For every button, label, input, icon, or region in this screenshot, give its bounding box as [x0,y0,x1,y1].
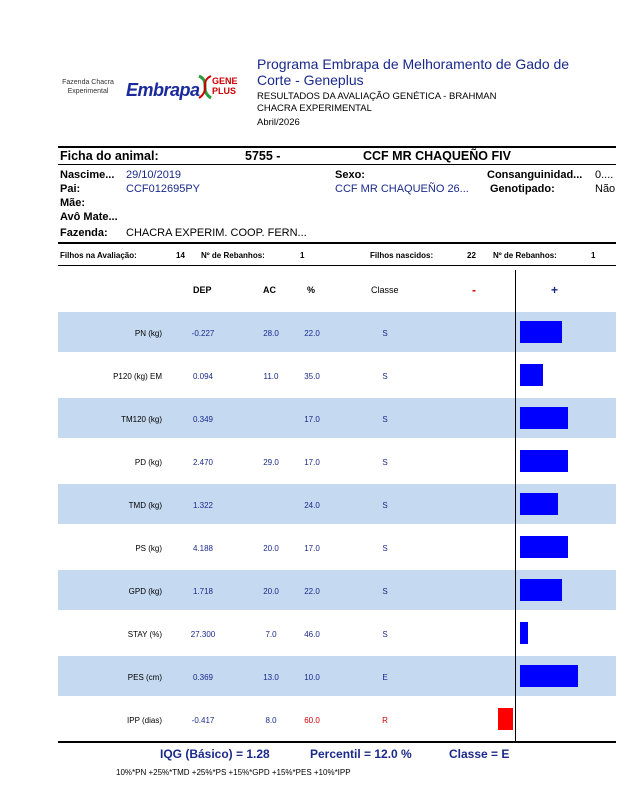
geneplus-logo [196,74,246,100]
trait-ac: 13.0 [263,673,279,682]
trait-classe: S [382,372,388,381]
trait-ac: 7.0 [265,630,277,639]
rebanhos-value-1: 1 [300,251,305,260]
trait-bar [520,579,562,601]
consanguinidade-label: Consanguinidad... [487,169,583,181]
trait-classe: S [382,415,388,424]
rebanhos-label-1: Nº de Rebanhos: [201,251,265,260]
trait-bar [520,321,562,343]
pai-name: CCF MR CHAQUEÑO 26... [335,183,469,195]
col-plus: + [551,283,559,297]
trait-pct: 46.0 [304,630,320,639]
trait-pct: 60.0 [304,716,320,725]
trait-dep: 0.369 [192,673,214,682]
trait-classe: S [382,630,388,639]
trait-dep: -0.227 [191,329,215,338]
trait-classe: S [382,458,388,467]
trait-name: PS (kg) [135,544,162,553]
trait-bar [520,622,528,644]
animal-name: CCF MR CHAQUEÑO FIV [363,149,511,163]
trait-dep: 0.094 [192,372,214,381]
percentil-value: Percentil = 12.0 % [310,747,412,761]
sexo-label: Sexo: [335,169,365,181]
genotipado-label: Genotipado: [490,183,555,195]
filhos-nascidos-value: 22 [467,251,476,260]
pai-label: Pai: [60,183,81,195]
summary-top-divider [58,242,616,244]
mae-label: Mãe: [60,197,86,209]
farm-logo: Fazenda Chacra Experimental [62,79,114,95]
trait-name: PD (kg) [134,458,162,467]
report-date: Abril/2026 [257,117,300,128]
filhos-avaliacao-value: 14 [176,251,185,260]
ficha-divider [58,164,616,165]
col-classe: Classe [371,285,399,295]
trait-name: IPP (dias) [127,716,162,725]
trait-ac: 20.0 [263,544,279,553]
rebanhos-value-2: 1 [591,251,596,260]
trait-dep: 4.188 [192,544,214,553]
trait-name: P120 (kg) EM [113,372,162,381]
trait-name: TM120 (kg) [121,415,162,424]
trait-pct: 35.0 [304,372,320,381]
nascimento-value: 29/10/2019 [126,169,182,181]
report-subtitle: RESULTADOS DA AVALIAÇÃO GENÉTICA - BRAHMAN [257,91,497,102]
trait-ac: 28.0 [263,329,279,338]
trait-bar [498,708,513,730]
bar-axis [515,270,516,742]
trait-dep: 0.349 [192,415,214,424]
trait-dep: 1.322 [192,501,214,510]
filhos-avaliacao-label: Filhos na Avaliação: [60,251,137,260]
trait-bar [520,364,543,386]
trait-pct: 17.0 [304,544,320,553]
avo-materno-label: Avô Mate... [60,211,118,223]
trait-pct: 17.0 [304,415,320,424]
trait-classe: R [382,716,388,725]
fazenda-label: Fazenda: [60,227,108,239]
trait-classe: S [382,501,388,510]
ficha-label: Ficha do animal: [60,149,159,163]
trait-ac: 20.0 [263,587,279,596]
filhos-nascidos-label: Filhos nascidos: [370,251,434,260]
trait-classe: E [382,673,388,682]
trait-pct: 10.0 [304,673,320,682]
consanguinidade-value: 0.... [595,169,614,181]
trait-bar [520,493,558,515]
trait-dep: 2.470 [192,458,214,467]
trait-pct: 17.0 [304,458,320,467]
trait-dep: -0.417 [191,716,215,725]
col-dep: DEP [193,285,212,295]
trait-name: PES (cm) [127,673,162,682]
summary-bottom-divider [58,265,616,266]
trait-ac: 8.0 [265,716,277,725]
trait-bar [520,450,568,472]
col-pct: % [307,285,316,295]
trait-bar [520,536,568,558]
farm-name-header: CHACRA EXPERIMENTAL [257,103,372,114]
trait-name: STAY (%) [127,630,162,639]
trait-pct: 24.0 [304,501,320,510]
iqg-value: IQG (Básico) = 1.28 [160,747,270,761]
rebanhos-label-2: Nº de Rebanhos: [493,251,557,260]
trait-ac: 29.0 [263,458,279,467]
trait-pct: 22.0 [304,587,320,596]
trait-ac: 11.0 [263,372,279,381]
trait-bar [520,407,568,429]
fazenda-value: CHACRA EXPERIM. COOP. FERN... [126,227,307,239]
animal-id: 5755 - [245,149,281,163]
embrapa-logo: Embrapa [126,80,200,100]
footer-divider [58,741,616,743]
iqg-formula: 10%*PN +25%*TMD +25%*PS +15%*GPD +15%*PES +10%*IPP [116,768,351,777]
trait-name: TMD (kg) [128,501,162,510]
trait-classe: S [382,587,388,596]
trait-pct: 22.0 [304,329,320,338]
classe-value: Classe = E [449,747,510,761]
trait-name: PN (kg) [134,329,162,338]
trait-name: GPD (kg) [128,587,162,596]
report-title: Programa Embrapa de Melhoramento de Gado de Corte - Geneplus [257,56,570,88]
genotipado-value: Não [595,183,616,195]
pai-id: CCF012695PY [126,183,200,195]
col-ac: AC [263,285,276,295]
geneplus-top: GENE [212,76,238,86]
trait-dep: 27.300 [190,630,216,639]
top-divider [58,146,616,148]
trait-classe: S [382,544,388,553]
trait-dep: 1.718 [192,587,214,596]
geneplus-bottom: PLUS [212,86,237,96]
nascimento-label: Nascime... [60,169,115,181]
trait-bar [520,665,578,687]
trait-classe: S [382,329,388,338]
col-minus: - [472,283,476,297]
